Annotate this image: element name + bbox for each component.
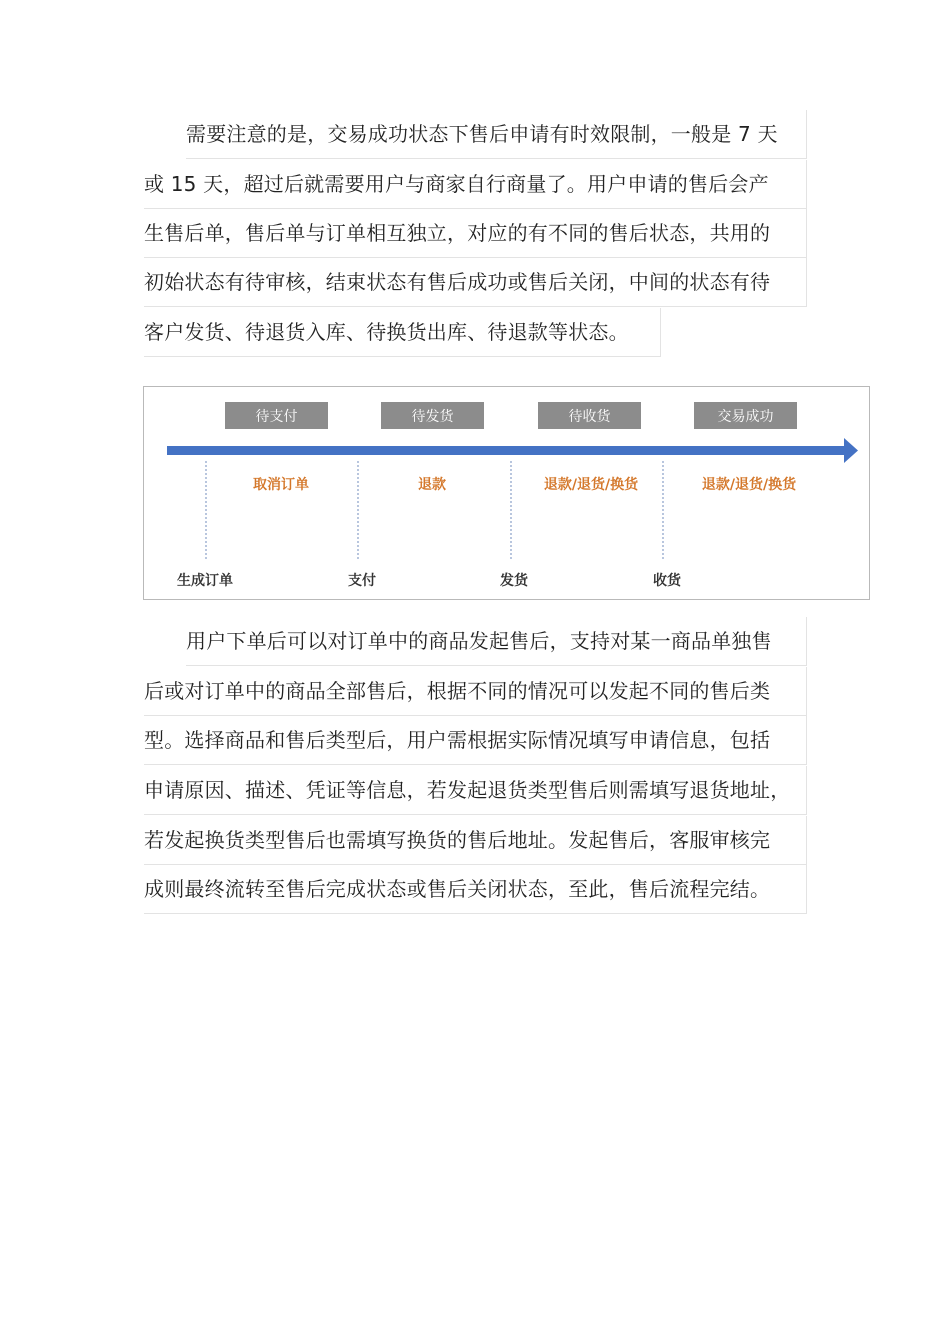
paragraph-line: 客户发货、待退货入库、待换货出库、待退款等状态。 bbox=[144, 308, 661, 357]
action-label: 退款/退货/换货 bbox=[543, 477, 639, 493]
paragraph-line: 型。选择商品和售后类型后，用户需根据实际情况填写申请信息，包括 bbox=[144, 716, 807, 765]
paragraph-line: 用户下单后可以对订单中的商品发起售后，支持对某一商品单独售 bbox=[186, 617, 807, 666]
milestone-label: 收货 bbox=[653, 573, 681, 589]
paragraph-line: 成则最终流转至售后完成状态或售后关闭状态，至此，售后流程完结。 bbox=[144, 865, 807, 914]
timeline-arrow-shaft bbox=[167, 446, 847, 455]
state-label: 待收货 bbox=[568, 409, 611, 425]
paragraph-line: 需要注意的是，交易成功状态下售后申请有时效限制，一般是 7 天 bbox=[186, 110, 807, 159]
milestone-label: 生成订单 bbox=[177, 573, 233, 589]
milestone-label: 支付 bbox=[348, 573, 376, 589]
paragraph-line: 若发起换货类型售后也需填写换货的售后地址。发起售后，客服审核完 bbox=[144, 816, 807, 865]
order-flow-svg bbox=[144, 387, 869, 599]
action-label: 退款/退货/换货 bbox=[701, 477, 797, 493]
paragraph-line: 初始状态有待审核，结束状态有售后成功或售后关闭，中间的状态有待 bbox=[144, 258, 807, 307]
paragraph-line: 或 15 天，超过后就需要用户与商家自行商量了。用户申请的售后会产 bbox=[144, 160, 807, 209]
timeline-arrow-head bbox=[844, 438, 858, 463]
paragraph-line: 生售后单，售后单与订单相互独立，对应的有不同的售后状态，共用的 bbox=[144, 209, 807, 258]
paragraph-line: 申请原因、描述、凭证等信息，若发起退货类型售后则需填写退货地址， bbox=[144, 766, 807, 815]
state-label: 交易成功 bbox=[717, 409, 774, 425]
action-label: 退款 bbox=[418, 477, 446, 493]
state-label: 待发货 bbox=[411, 409, 454, 425]
paragraph-line: 后或对订单中的商品全部售后，根据不同的情况可以发起不同的售后类 bbox=[144, 667, 807, 716]
milestone-label: 发货 bbox=[500, 573, 528, 589]
state-label: 待支付 bbox=[255, 409, 298, 425]
order-flow-diagram bbox=[143, 386, 870, 600]
action-label: 取消订单 bbox=[253, 477, 309, 493]
